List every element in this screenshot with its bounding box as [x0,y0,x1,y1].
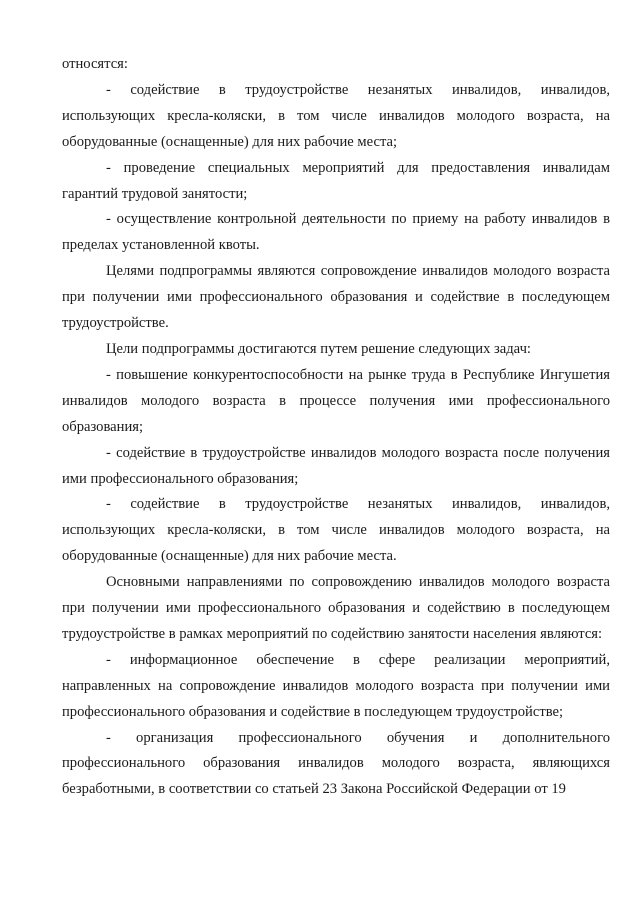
paragraph-8: - содействие в трудоустройстве инвалидов молодого возраста после получения ими профессионального образования; [62,444,610,487]
paragraph-4: - осуществление контрольной деятельности по приему на работу инвалидов в пределах установленной квоты. [62,211,610,254]
paragraph-6: Цели подпрограммы достигаются путем решение следующих задач: [106,340,531,357]
paragraph-9: - содействие в трудоустройстве незанятых инвалидов, инвалидов, использующих кресла-коляски, в том числе инвалидов молодого возраста, на оборудованные (оснащенные) для них рабочие места. [62,496,610,565]
paragraph-12: - организация профессионального обучения и дополнительного профессионального образования инвалидов молодого возраста, являющихся безработными, в соответствии со статьей 23 Закона Российской Федерации от 19 [62,729,610,798]
paragraph-2: - содействие в трудоустройстве незанятых инвалидов, инвалидов, использующих кресла-коляски, в том числе инвалидов молодого возраста, на оборудованные (оснащенные) для них рабочие места; [62,81,610,150]
paragraph-10: Основными направлениями по сопровождению инвалидов молодого возраста при получении ими профессионального образования и содействию в последующем трудоустройстве в рамках мероприятий по содействию занятости населения являются: [62,574,610,642]
paragraph-3: - проведение специальных мероприятий для предоставления инвалидам гарантий трудовой занятости; [62,159,610,202]
paragraph-5: Целями подпрограммы являются сопровождение инвалидов молодого возраста при получении ими профессионального образования и содействие в последующем трудоустройстве. [62,263,610,332]
document-page [62,52,610,803]
paragraph-1: относятся: [62,56,128,72]
paragraph-7: - повышение конкурентоспособности на рынке труда в Республике Ингушетия инвалидов молодого возраста в процессе получения ими профессионального образования; [62,366,610,435]
paragraph-11: - информационное обеспечение в сфере реализации мероприятий, направленных на сопровождение инвалидов молодого возраста при получении ими профессионального образования и содействие в последующем трудоустройстве; [62,651,610,720]
